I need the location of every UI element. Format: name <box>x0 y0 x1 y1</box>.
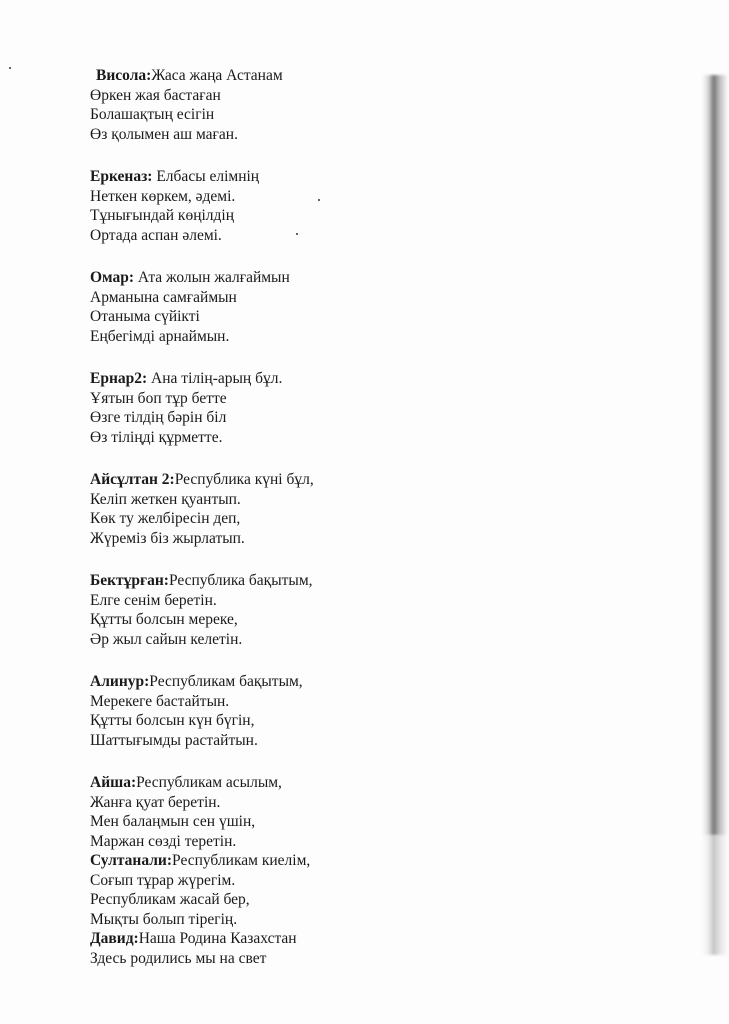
verse-line: Тұнығындай көңілдің <box>90 207 235 224</box>
verse-line: Құтты болсын күн бүгін, <box>90 712 255 729</box>
stanza-alinur <box>90 672 690 750</box>
speaker-name: Алинур: <box>90 673 150 690</box>
stanza-visola <box>90 66 690 144</box>
stanza-omar <box>90 268 690 346</box>
verse-line: Шаттығымды растайтын. <box>90 731 258 749</box>
verse-line: Арманына самғаймын <box>90 288 237 306</box>
verse-text: Республика күні бұл, <box>174 471 314 488</box>
verse-text: Елбасы елімнің <box>152 168 260 185</box>
stanza-first-line <box>90 672 690 692</box>
stanza-aisha <box>90 773 690 851</box>
verse-line: Өз тіліңді құрметте. <box>90 428 223 446</box>
verse-line: Здесь родились мы на свет <box>90 949 267 967</box>
verse-line: Өзге тілдің бәрін біл <box>90 409 227 426</box>
verse-line: Маржан сөзді теретін. <box>90 832 237 850</box>
speaker-name: Бектұрған: <box>90 572 169 589</box>
stanza-first-line <box>90 167 690 187</box>
stanza-ernar2 <box>90 369 690 447</box>
stanza-first-line <box>90 773 690 793</box>
verse-text: Республикам бақытым, <box>149 673 303 690</box>
stanza-first-line <box>90 929 690 949</box>
verse-line: Келіп жеткен қуантып. <box>90 490 241 508</box>
speaker-name: Султанали: <box>90 852 173 869</box>
verse-line: Өркен жая бастаған <box>90 86 221 104</box>
verse-line: Болашақтың есігін <box>90 106 215 123</box>
speaker-name: Омар: <box>90 269 135 286</box>
verse-line: Көк ту желбіресін деп, <box>90 510 241 527</box>
verse-line: Еңбегімді арнаймын. <box>90 327 230 345</box>
scan-shadow-edge <box>702 75 728 835</box>
verse-line: Неткен көркем, әдемі. <box>90 187 236 205</box>
verse-line: Мен балаңмын сен үшін, <box>90 813 256 830</box>
stanza-first-line <box>90 571 690 591</box>
verse-line: Отаныма сүйікті <box>90 308 200 325</box>
verse-line: Өз қолымен аш маған. <box>90 125 238 143</box>
speaker-name: Еркеназ: <box>90 168 153 185</box>
verse-line: Елге сенім беретін. <box>90 591 217 609</box>
verse-text: Ата жолын жалғаймын <box>134 269 290 286</box>
stanza-david <box>90 929 690 968</box>
stanza-first-line <box>90 369 690 389</box>
stanza-erkenaz <box>90 167 690 245</box>
stanza-first-line <box>90 66 690 86</box>
verse-line: Құтты болсын мереке, <box>90 611 238 628</box>
verse-line: Жанға қуат беретін. <box>90 793 221 811</box>
stanza-bekturgan <box>90 571 690 649</box>
stanza-aisultan2 <box>90 470 690 548</box>
verse-text: Республика бақытым, <box>168 572 313 589</box>
verse-line: Ұятын боп тұр бетте <box>90 389 227 407</box>
verse-text: Республикам асылым, <box>136 774 282 791</box>
stanza-first-line <box>90 268 690 288</box>
verse-line: Республикам жасай бер, <box>90 891 250 908</box>
verse-line: Жүреміз біз жырлатып. <box>90 529 245 547</box>
speaker-name: Висола: <box>96 67 152 84</box>
verse-text: Ана тілің-арың бұл. <box>147 370 283 387</box>
verse-text: Жаса жаңа Астанам <box>151 67 283 84</box>
verse-line: Ортада аспан әлемі. <box>90 226 222 244</box>
stanza-sultanali <box>90 851 690 929</box>
speaker-name: Айсұлтан 2: <box>90 471 175 488</box>
verse-text: Республикам киелім, <box>172 852 311 869</box>
speaker-name: Давид: <box>90 930 139 947</box>
verse-text: Наша Родина Казахстан <box>138 930 297 947</box>
speaker-name: Ернар2: <box>90 370 148 387</box>
speaker-name: Айша: <box>90 774 137 791</box>
verse-line: Соғып тұрар жүрегім. <box>90 871 236 889</box>
verse-line: Мерекеге бастайтын. <box>90 692 230 710</box>
scan-shadow-edge-lower <box>702 835 728 955</box>
scan-speck <box>9 67 11 69</box>
verse-line: Мықты болып тірегің. <box>90 910 238 928</box>
stanza-first-line <box>90 470 690 490</box>
stanza-first-line <box>90 851 690 871</box>
verse-line: Әр жыл сайын келетін. <box>90 630 243 648</box>
poem-body <box>90 66 690 968</box>
